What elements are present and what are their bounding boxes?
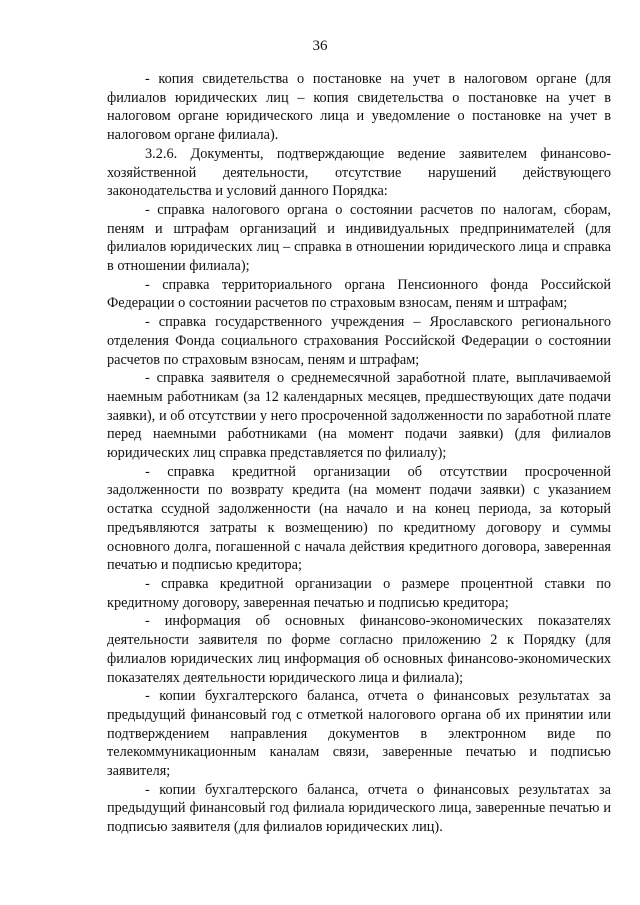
paragraph-pension-fund-certificate: - справка территориального органа Пенсионного фонда Российской Федерации о состоянии расчетов по страховым взносам, пеням и штрафам; — [107, 276, 611, 312]
paragraph-loan-debt-certificate: - справка кредитной организации об отсутствии просроченной задолженности по возврату кредита (на момент подачи заявки) с указанием остатка ссудной задолженности (на начало и на конец периода, за который предъявляются затраты к возмещению) по кредитному договору и суммы основного долга, погашенной с начала действия кредитного договора, заверенная печатью и подписью кредитора; — [107, 463, 611, 574]
paragraph-salary-certificate: - справка заявителя о среднемесячной заработной плате, выплачиваемой наемным работникам (за 12 календарных месяцев, предшествующих дате подачи заявки), и об отсутствии у него просроченной задолженности по заработной плате перед наемными работниками (на момент подачи заявки) (для филиалов юридических лиц справка представляется по филиалу); — [107, 370, 611, 462]
paragraph-social-insurance-certificate: - справка государственного учреждения – Ярославского регионального отделения Фонда социального страхования Российской Федерации о состоянии расчетов по страховым взносам, пеням и штрафам; — [107, 314, 611, 368]
page-number: 36 — [312, 38, 328, 54]
paragraph-interest-rate-certificate: - справка кредитной организации о размере процентной ставки по кредитному договору, заверенная печатью и подписью кредитора; — [107, 575, 611, 611]
paragraph-branch-balance-sheet-copies: - копии бухгалтерского баланса, отчета о финансовых результатах за предыдущий финансовый год филиала юридического лица, заверенные печатью и подписью заявителя (для филиалов юридических лиц). — [107, 781, 611, 836]
document-body — [107, 70, 611, 837]
paragraph-tax-authority-certificate: - справка налогового органа о состоянии расчетов по налогам, сборам, пеням и штрафам организаций и индивидуальных предпринимателей (для филиалов юридических лиц – справка в отношении юридического лица и справка в отношении филиала); — [107, 201, 611, 275]
paragraph-financial-indicators: - информация об основных финансово-экономических показателях деятельности заявителя по форме согласно приложению 2 к Порядку (для филиалов юридических лиц информация об основных финансово-экономических показателях деятельности юридического лица и филиала); — [107, 613, 611, 686]
paragraph-section-3-2-6: 3.2.6. Документы, подтверждающие ведение заявителем финансово-хозяйственной деятельности, отсутствие нарушений действующего законодательства и условий данного Порядка: — [107, 145, 611, 200]
paragraph-balance-sheet-copies: - копии бухгалтерского баланса, отчета о финансовых результатах за предыдущий финансовый год с отметкой налогового органа об их принятии или подтверждением направления документов в электронном виде по телекоммуникационным каналам связи, заверенные печатью и подписью заявителя; — [107, 688, 611, 780]
paragraph-tax-registration-copy: - копия свидетельства о постановке на учет в налоговом органе (для филиалов юридических лиц – копия свидетельства о постановке на учет в налоговом органе юридического лица и уведомление о постановке на учет в налоговом органе филиала). — [107, 71, 611, 144]
